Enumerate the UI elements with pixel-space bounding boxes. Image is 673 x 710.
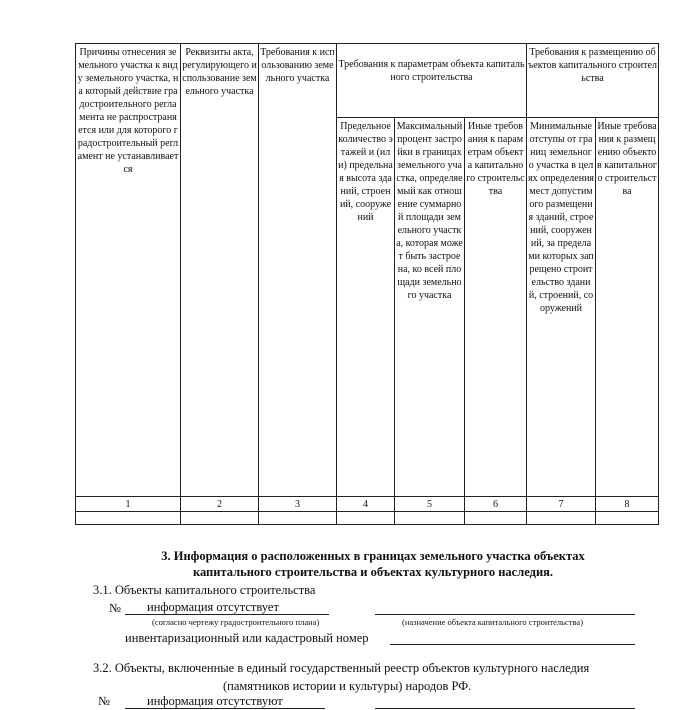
empty-cell [76, 512, 181, 525]
header-col5: Максимальный процент застройки в границах земельного участка, определяемый как отношение суммарной площади земельного участка, которая может быть застроена, ко всей площади земельного участка [395, 117, 465, 496]
empty-cell [527, 512, 596, 525]
heritage-info: информация отсутствуют [147, 694, 283, 708]
header-col7: Минимальные отступы от границ земельного участка в целях определения мест допустимого размещения зданий, строений, сооружений, за пределами которых запрещено строительство зданий, строений, сооружений [527, 117, 596, 496]
underline [390, 644, 635, 645]
underline [375, 708, 635, 709]
number-sign: № [109, 601, 121, 615]
header-col2: Реквизиты акта, регулирующего использование земельного участка [181, 44, 259, 497]
header-col4: Предельное количество этажей и (или) предельная высота зданий, строений, сооружений [337, 117, 395, 496]
empty-cell [181, 512, 259, 525]
inventory-label: инвентаризационный или кадастровый номер [125, 631, 369, 645]
header-col3: Требования к использованию земельного участка [259, 44, 337, 497]
col-number: 4 [337, 497, 395, 512]
empty-cell [259, 512, 337, 525]
regulations-table [75, 43, 659, 525]
empty-cell [596, 512, 659, 525]
header-group-parameters: Требования к параметрам объекта капитального строительства [337, 44, 527, 118]
header-group-placement: Требования к размещению объектов капитального строительства [527, 44, 659, 118]
col-number: 6 [465, 497, 527, 512]
col-number: 5 [395, 497, 465, 512]
col-number: 7 [527, 497, 596, 512]
col-number: 1 [76, 497, 181, 512]
caption-purpose: (назначение объекта капитального строительства) [402, 617, 584, 627]
section3-heading: 3. Информация о расположенных в границах земельного участка объектах капитального строительства и объектах культурного наследия. [161, 549, 585, 580]
subsection-3-2-line1: 3.2. Объекты, включенные в единый государственный реестр объектов культурного наследия [93, 661, 590, 675]
empty-cell [465, 512, 527, 525]
col-number: 3 [259, 497, 337, 512]
header-col6: Иные требования к параметрам объекта капитального строительства [465, 117, 527, 496]
underline [375, 614, 635, 615]
caption-plan: (согласно чертежу градостроительного плана) [152, 617, 320, 627]
subsection-3-2-line2: (памятников истории и культуры) народов РФ. [223, 679, 472, 693]
object-info: информация отсутствует [147, 600, 279, 614]
header-col1: Причины отнесения земельного участка к виду земельного участка, на который действие градостроительного регламента не распространяется или для которого градостроительный регламент не устанавливается [76, 44, 181, 497]
col-number: 8 [596, 497, 659, 512]
subsection-3-1: 3.1. Объекты капитального строительства [93, 583, 316, 597]
empty-cell [395, 512, 465, 525]
number-sign: № [98, 694, 110, 708]
empty-cell [337, 512, 395, 525]
col-number: 2 [181, 497, 259, 512]
header-col8: Иные требования к размещению объектов капитального строительства [596, 117, 659, 496]
